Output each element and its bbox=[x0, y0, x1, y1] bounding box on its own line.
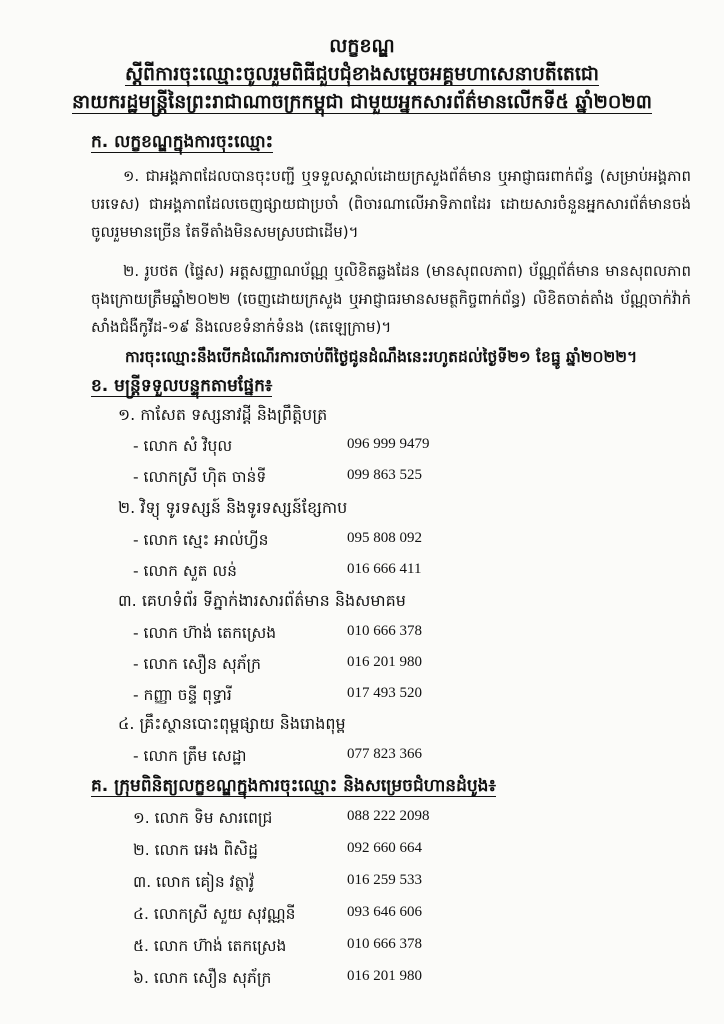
member-phone: 016 201 980 bbox=[347, 968, 422, 984]
document-title: លក្ខខណ្ឌ bbox=[329, 35, 395, 57]
member-name: ៤. លោកស្រី សួយ សុវណ្ណនី bbox=[133, 905, 296, 923]
section-a-heading: ក. លក្ខខណ្ឌក្នុងការចុះឈ្មោះ bbox=[91, 132, 274, 152]
member-name: ៥. លោក ហ៊ាង់ តេកស្រេង bbox=[133, 937, 287, 955]
contact-name: - លោក ស្មេះ អាល់ហ្វីន bbox=[133, 531, 269, 549]
member-phone: 092 660 664 bbox=[347, 840, 422, 856]
contact-name: - លោក ហ៊ាង់ តេកស្រេង bbox=[133, 624, 277, 642]
contact-name: - លោក ត្រឹម សេដ្ឋា bbox=[133, 747, 247, 765]
member-phone: 010 666 378 bbox=[347, 936, 422, 952]
member-phone: 016 259 533 bbox=[347, 872, 422, 888]
contact-name: - លោក សួត លន់ bbox=[133, 562, 238, 580]
contact-phone: 096 999 9479 bbox=[347, 436, 430, 452]
section-a-paragraph-1: ១. ជាអង្គភាពដែលបានចុះបញ្ជី ឬទទួលស្គាល់ដោយក្រសួងព័ត៌មាន ឬអាជ្ញាធរពាក់ព័ន្ធ (សម្រាប់អង្គភាពបរទេស) ជាអង្គភាពដែលចេញផ្សាយជាប្រចាំ (ពិចារណាលើអាទិភាពដែរ ដោយសារចំនួនអ្នកសារព័ត៌មានចង់ចូលរួមមានច្រើន តែទីតាំងមិនសមស្របជាដើម)។ bbox=[91, 167, 691, 241]
member-phone: 088 222 2098 bbox=[347, 808, 430, 824]
section-b-heading: ខ. មន្ត្រីទទួលបន្ទុកតាមផ្នែក៖ bbox=[91, 376, 273, 396]
member-name: ៣. លោក គៀន វត្ថាវ៉ូ bbox=[133, 873, 255, 891]
contact-phone: 077 823 366 bbox=[347, 746, 422, 762]
contact-name: - លោកស្រី ហ៊ិត ចាន់ទី bbox=[133, 468, 267, 486]
contact-phone: 017 493 520 bbox=[347, 685, 422, 701]
contact-name: - កញ្ញា ចន្ទី ពុទ្ធារី bbox=[133, 686, 232, 704]
group-websites-agencies: ៣. គេហទំព័រ ទីភ្នាក់ងារសារព័ត៌មាន និងសមាគម bbox=[118, 591, 406, 610]
contact-name: - លោក សឿន សុភ័ក្រ bbox=[133, 655, 261, 673]
member-phone: 093 646 606 bbox=[347, 904, 422, 920]
group-radio-tv: ២. វិទ្យុ ទូរទស្សន៍ និងទូរទស្សន៍ខ្សែកាប bbox=[118, 498, 348, 517]
member-name: ២. លោក អេង ពិសិដ្ឋ bbox=[133, 841, 258, 859]
contact-phone: 016 201 980 bbox=[347, 654, 422, 670]
document-subtitle-line2: នាយករដ្ឋមន្ត្រីនៃព្រះរាជាណាចក្រកម្ពុជា ជាមួយអ្នកសារព័ត៌មានលើកទី៥ ឆ្នាំ២០២៣ bbox=[72, 91, 652, 113]
group-newspapers: ១. កាសែត ទស្សនាវដ្ដី និងព្រឹត្តិបត្រ bbox=[118, 405, 328, 424]
contact-phone: 099 863 525 bbox=[347, 467, 422, 483]
document-subtitle-line1: ស្តីពីការចុះឈ្មោះចូលរួមពិធីជួបជុំខាងសម្ដេចអគ្គមហាសេនាបតីតេជោ bbox=[124, 63, 600, 85]
registration-deadline-note: ការចុះឈ្មោះនឹងបើកដំណើរការចាប់ពីថ្ងៃជូនដំណឹងនេះរហូតដល់ថ្ងៃទី២១ ខែធ្នូ ឆ្នាំ២០២២។ bbox=[125, 348, 638, 366]
contact-phone: 016 666 411 bbox=[347, 561, 422, 577]
contact-phone: 095 808 092 bbox=[347, 530, 422, 546]
section-a-paragraph-2: ២. រូបថត (ផ្ទៃស) អត្តសញ្ញាណប័ណ្ណ ឬលិខិតឆ្លងដែន (មានសុពលភាព) ប័ណ្ណព័ត៌មាន មានសុពលភាពចុងក្រោយត្រឹមឆ្នាំ២០២២ (ចេញដោយក្រសួង ឬអាជ្ញាធរមានសមត្ថកិច្ចពាក់ព័ន្ធ) លិខិតចាត់តាំង ប័ណ្ណចាក់វ៉ាក់សាំងជំងឺកូវីដ-១៩ និងលេខទំនាក់ទំនង (តេឡេក្រាម)។ bbox=[91, 262, 691, 336]
member-name: ៦. លោក សឿន សុភ័ក្រ bbox=[133, 969, 272, 987]
section-c-heading: គ. ក្រុមពិនិត្យលក្ខខណ្ឌក្នុងការចុះឈ្មោះ និងសម្រេចជំហានដំបូង៖ bbox=[91, 776, 496, 796]
member-name: ១. លោក ទិម សារពេជ្រ bbox=[133, 809, 273, 827]
contact-phone: 010 666 378 bbox=[347, 623, 422, 639]
group-publishing-printing: ៤. គ្រឹះស្ថានបោះពុម្ពផ្សាយ និងរោងពុម្ព bbox=[118, 714, 346, 733]
contact-name: - លោក សំ វិបុល bbox=[133, 437, 233, 455]
